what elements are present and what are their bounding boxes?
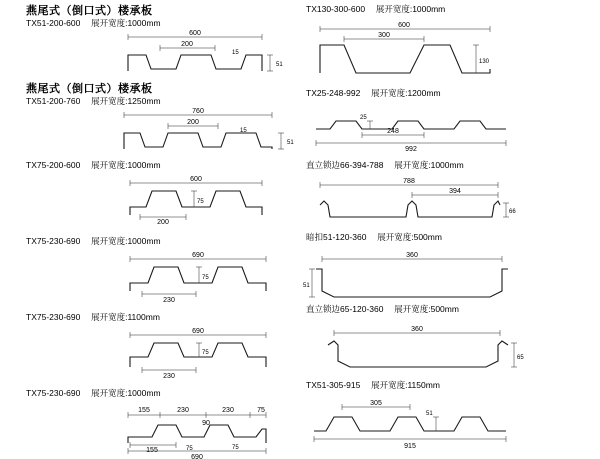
spread-width: 展开宽度:1150mm — [371, 380, 440, 390]
spread-width: 展开宽度:1200mm — [371, 88, 441, 98]
dim-200: 200 — [157, 219, 169, 226]
model-code: 暗扣51-120-360 — [306, 232, 367, 242]
dim-230: 230 — [163, 373, 175, 380]
profile-figure — [300, 15, 600, 81]
dim-51: 51 — [426, 411, 433, 417]
spread-width: 展开宽度:500mm — [377, 232, 442, 242]
profile-block-right-4 — [300, 232, 600, 305]
model-code: 直立锁边65-120-360 — [306, 304, 384, 314]
dim-360: 360 — [406, 252, 418, 259]
profile-figure — [300, 99, 600, 153]
profile-figure — [0, 247, 300, 303]
section-heading: 燕尾式（倒口式）楼承板 — [26, 83, 153, 95]
profile-figure — [0, 107, 300, 155]
dim-90: 90 — [202, 420, 210, 427]
dim-75: 75 — [202, 275, 209, 281]
spread-width: 展开宽度:1000mm — [91, 160, 161, 170]
section-model-line — [0, 160, 300, 171]
section-model-line — [300, 232, 600, 243]
profile-block-right-3 — [300, 160, 600, 227]
dim-305: 305 — [370, 400, 382, 407]
dim-75-mid: 75 — [186, 446, 193, 452]
section-model-line — [0, 236, 300, 247]
profile-block-right-2 — [300, 88, 600, 153]
profile-figure — [0, 399, 300, 459]
spread-width: 展开宽度:1000mm — [91, 388, 161, 398]
spread-width: 展开宽度:1100mm — [91, 312, 160, 322]
dim-51: 51 — [276, 62, 283, 68]
model-code: TX51-200-760 — [26, 96, 81, 106]
dim-394: 394 — [449, 188, 461, 195]
spread-width: 展开宽度:500mm — [394, 304, 459, 314]
spread-width: 展开宽度:1000mm — [91, 236, 161, 246]
profile-figure — [0, 171, 300, 225]
model-code: TX25-248-992 — [306, 88, 361, 98]
section-heading: 燕尾式（倒口式）楼承板 — [26, 5, 153, 17]
dim-600: 600 — [398, 22, 410, 29]
dim-600: 600 — [190, 176, 202, 183]
dim-230-top-b: 230 — [222, 407, 234, 414]
dim-130: 130 — [479, 59, 490, 65]
profile-figure — [300, 171, 600, 227]
model-code: TX130-300-600 — [306, 4, 366, 14]
dim-992: 992 — [405, 146, 417, 153]
profile-block-left-3 — [0, 160, 300, 225]
dim-75: 75 — [197, 199, 204, 205]
section-model-line — [300, 4, 600, 15]
section-model-line — [0, 96, 300, 107]
dim-690-total: 690 — [191, 454, 203, 459]
profile-figure — [300, 315, 600, 377]
profile-figure — [300, 391, 600, 453]
dim-300: 300 — [378, 32, 390, 39]
profile-figure — [300, 243, 600, 305]
spread-width: 展开宽度:1000mm — [375, 4, 446, 14]
profile-block-left-2 — [0, 82, 300, 155]
section-model-line — [0, 312, 300, 323]
dim-230-top-a: 230 — [177, 407, 189, 414]
right-column — [300, 0, 600, 450]
profile-figure — [0, 323, 300, 379]
section-model-line — [300, 88, 600, 99]
section-model-line — [0, 388, 300, 399]
section-model-line — [300, 160, 600, 171]
dim-690: 690 — [192, 252, 204, 259]
profile-block-left-6 — [0, 388, 300, 459]
model-code: TX75-200-600 — [26, 160, 81, 170]
dim-25: 25 — [360, 115, 367, 121]
dim-230: 230 — [163, 297, 175, 304]
dim-915: 915 — [404, 443, 416, 450]
profile-block-left-4 — [0, 236, 300, 303]
dim-788: 788 — [403, 178, 415, 185]
profile-block-right-6 — [300, 380, 600, 453]
model-code: 直立锁边66-394-788 — [306, 160, 384, 170]
spread-width: 展开宽度:1250mm — [91, 96, 161, 106]
dim-15: 15 — [232, 50, 239, 56]
dim-75-right: 75 — [232, 445, 239, 451]
dim-600: 600 — [189, 30, 201, 37]
dim-360: 360 — [411, 326, 423, 333]
model-code: TX75-230-690 — [26, 236, 81, 246]
profile-block-left-1 — [0, 4, 300, 77]
dim-248: 248 — [387, 128, 399, 135]
dim-200: 200 — [187, 119, 199, 126]
dim-51: 51 — [287, 140, 294, 146]
section-model-line — [300, 380, 600, 391]
section-model-line — [300, 304, 600, 315]
profile-block-right-5 — [300, 304, 600, 377]
dim-66: 66 — [509, 209, 516, 215]
profile-block-left-5 — [0, 312, 300, 379]
dim-75-top: 75 — [257, 407, 265, 414]
dim-690: 690 — [192, 328, 204, 335]
dim-75: 75 — [202, 350, 209, 356]
profile-block-right-1 — [300, 4, 600, 81]
profile-figure — [0, 29, 300, 77]
dim-200: 200 — [181, 41, 193, 48]
section-model-line — [0, 18, 300, 29]
model-code: TX75-230-690 — [26, 388, 81, 398]
spread-width: 展开宽度:1000mm — [394, 160, 464, 170]
dim-65: 65 — [517, 355, 524, 361]
dim-155-top: 155 — [138, 407, 150, 414]
spread-width: 展开宽度:1000mm — [91, 18, 161, 28]
dim-15: 15 — [240, 128, 247, 134]
model-code: TX51-200-600 — [26, 18, 81, 28]
dim-155-bottom: 155 — [146, 447, 158, 454]
dim-51: 51 — [303, 283, 310, 289]
model-code: TX75-230-690 — [26, 312, 81, 322]
dim-760: 760 — [192, 108, 204, 115]
model-code: TX51-305-915 — [306, 380, 361, 390]
